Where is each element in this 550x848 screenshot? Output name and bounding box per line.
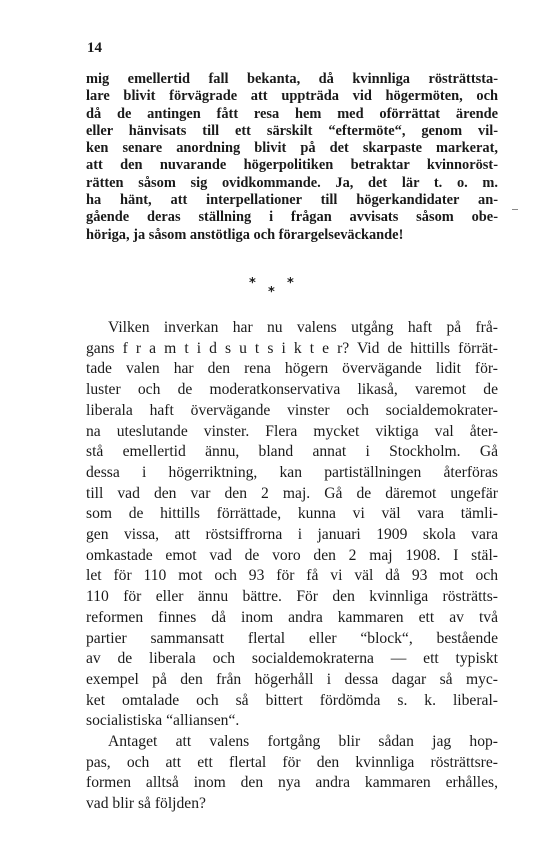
text-line: liberala haft övervägande vinster och socialdemokrater- [86, 401, 498, 419]
section-separator [240, 276, 320, 300]
text-line: höriga, ja såsom anstötliga och förargelseväckande! [86, 226, 404, 243]
text-line: Vilken inverkan har nu valens utgång haft på frå- [108, 319, 498, 336]
text-line: socialistiska “alliansen“. [86, 712, 240, 730]
text-line: av de liberala och socialdemokraterna — ett typiskt [86, 650, 498, 668]
text-line: Antaget att valens fortgång blir sådan jag hop- [108, 733, 498, 751]
text-line: ha hänt, att interpellationer till högerkandidater an- [86, 192, 498, 209]
separator-star: * [249, 276, 256, 291]
text-line: dessa i högerriktning, kan partiställningen återföras [86, 463, 498, 481]
text-line: tade valen har den rena högern övervägande lidit för- [86, 360, 498, 378]
text-line: formen alltså inom den nya andra kammaren erhålles, [86, 774, 498, 792]
text-line: som de hittills förrättade, kunna vi väl vara tämli- [86, 505, 498, 523]
text-line: omkastade emot vad de voro den 2 maj 1908. I stäl- [86, 546, 498, 564]
text-line: gans f r a m t i d s u t s i k t e r? Vid de hittills förrät- [86, 339, 498, 357]
page-number: 14 [87, 40, 102, 56]
text-line: att den nuvarande högerpolitiken betraktar kvinnoröst- [86, 157, 498, 174]
text-line: ket omtalade och så bittert fördömda s. k. liberal- [86, 691, 498, 709]
text-line: till vad den var den 2 maj. Gå de däremot ungefär [86, 484, 498, 502]
text-line: då de antingen fått resa hem med oförrättat ärende [86, 105, 498, 122]
text-line: mig emellertid fall bekanta, då kvinnliga rösträttsta- [86, 71, 498, 87]
text-line: rätten såsom sig ovidkommande. Ja, det lär t. o. m. [86, 174, 498, 191]
margin-mark [512, 209, 518, 210]
text-line: exempel på den från högerhåll i dessa dagar så myc- [86, 670, 498, 688]
text-line: lare blivit förvägrade att uppträda vid högermöten, och [86, 88, 498, 105]
separator-star: * [287, 276, 294, 291]
text-line: stå emellertid ännu, bland annat i Stockholm. Gå [86, 443, 498, 461]
text-line: ken senare anordning blivit på det skarpaste markerat, [86, 140, 498, 157]
text-line: 110 för eller ännu bättre. För den kvinnliga rösträtts- [86, 588, 498, 606]
text-line: na uteslutande vinster. Flera mycket viktiga val åter- [86, 422, 498, 440]
separator-star: * [268, 285, 275, 300]
text-line: partier sammansatt flertal eller “block“, bestående [86, 629, 498, 647]
text-line: vad blir så följden? [86, 795, 206, 813]
text-line: eller hänvisats till ett särskilt “eftermöte“, genom vil- [86, 122, 498, 139]
text-line: reformen finnes då inom andra kammaren ett av två [86, 608, 498, 626]
text-line: luster och de moderatkonservativa likaså, varemot de [86, 381, 498, 399]
text-line: gående deras ställning i frågan avvisats såsom obe- [86, 209, 498, 226]
text-line: gen vissa, att röstsiffrorna i januari 1909 skola vara [86, 526, 498, 544]
paragraph-intro [86, 71, 498, 244]
paragraph-main [86, 318, 498, 815]
text-line: let för 110 mot och 93 för få vi väl då 93 mot och [86, 567, 498, 585]
text-line: pas, och att ett flertal för den kvinnliga rösträttsre- [86, 753, 498, 771]
